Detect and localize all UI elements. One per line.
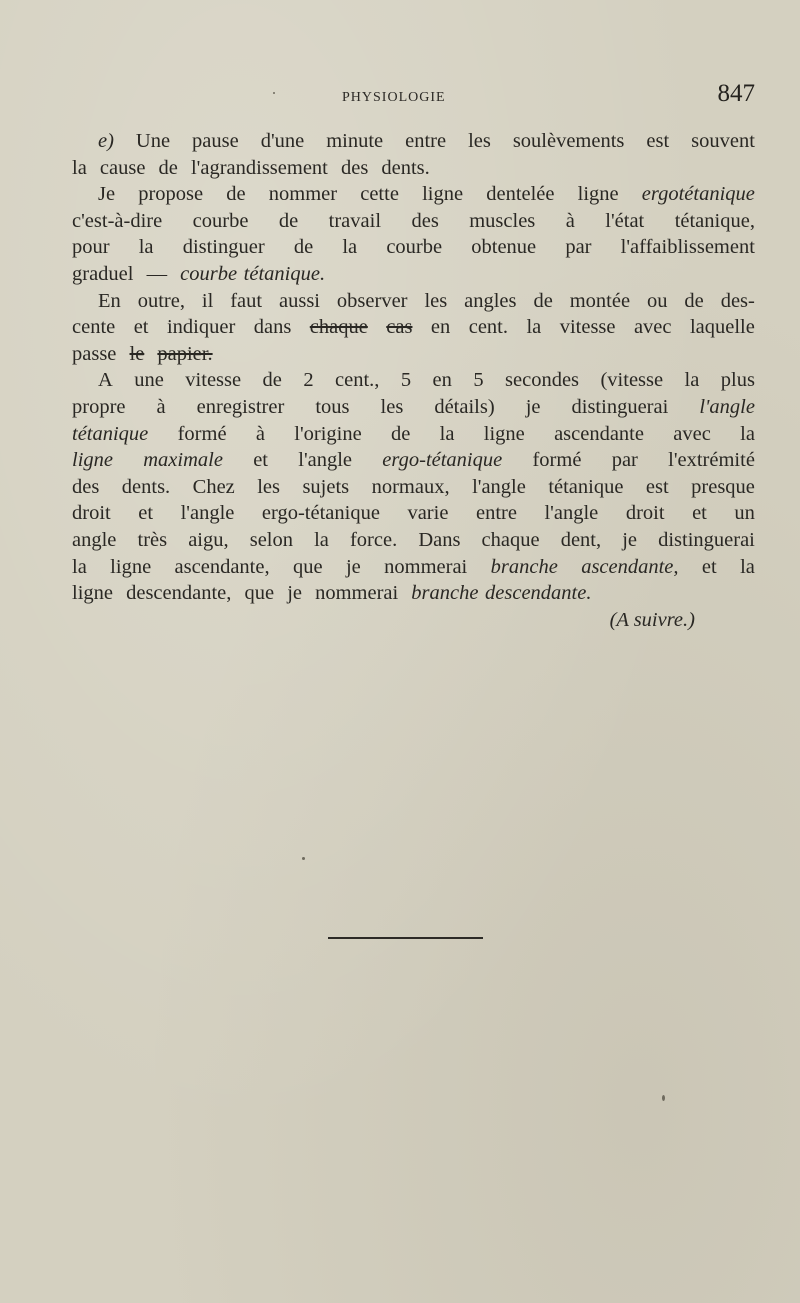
closing-note <box>72 607 755 634</box>
word: normaux, <box>371 475 450 498</box>
word: entre <box>405 130 447 152</box>
word: descendante. <box>485 582 592 605</box>
word: ligne <box>72 582 113 605</box>
word: des <box>340 156 369 179</box>
word: d'une <box>260 130 305 152</box>
word: je <box>622 528 637 551</box>
text-line <box>72 527 755 554</box>
word: l'état <box>605 209 645 232</box>
word: propose <box>138 183 204 206</box>
word: la <box>138 236 154 259</box>
word: et <box>253 449 268 472</box>
word: dans <box>253 316 292 339</box>
word: l'extrémité <box>668 449 755 472</box>
word: indiquer <box>166 316 236 339</box>
word: la <box>740 422 755 445</box>
text-line <box>72 580 755 607</box>
word: Dans <box>418 528 461 551</box>
word: par <box>611 449 638 472</box>
word: la <box>342 236 358 259</box>
word: je <box>345 555 361 578</box>
word: les <box>468 130 491 152</box>
page-header <box>72 80 755 112</box>
word: formé <box>177 422 227 445</box>
word: Chez <box>192 475 235 498</box>
word: courbe <box>180 262 238 285</box>
word: force. <box>349 528 398 551</box>
word: ligne <box>110 555 152 578</box>
word: que <box>244 582 275 605</box>
word: de <box>158 156 178 179</box>
word: cas <box>386 316 413 339</box>
paper-speck <box>302 857 305 860</box>
word: e) <box>98 130 114 152</box>
text-line <box>72 367 755 394</box>
word: une <box>134 369 164 392</box>
word: l'affaiblissement <box>620 236 755 259</box>
word: passe <box>72 342 117 365</box>
body-text <box>72 128 755 633</box>
word: pour <box>72 236 110 259</box>
word: chaque <box>481 528 540 551</box>
word: l'angle <box>544 502 599 525</box>
word: distinguerai <box>658 528 755 551</box>
word: nommerai <box>315 582 399 605</box>
word: outre, <box>137 289 185 312</box>
word: pause <box>192 130 239 152</box>
word: que <box>292 555 323 578</box>
text-line <box>72 288 755 315</box>
page-number: 847 <box>717 80 755 107</box>
word: vitesse <box>185 369 242 392</box>
word: aussi <box>279 289 320 312</box>
word: la <box>72 156 87 179</box>
word: Je <box>98 183 116 206</box>
closing-text: (A suivre.) <box>609 608 695 631</box>
word: Une <box>135 130 171 152</box>
word: ergo-tétanique <box>382 449 503 472</box>
word: la <box>314 528 329 551</box>
word: propre <box>72 395 126 418</box>
word: à <box>255 422 265 445</box>
word: 5 <box>400 369 412 392</box>
word: par <box>565 236 592 259</box>
word: varie <box>407 502 449 525</box>
word: ligne <box>483 422 525 445</box>
word: ligne <box>422 183 464 206</box>
word: très <box>137 528 168 551</box>
word: presque <box>691 475 755 498</box>
text-line <box>72 234 755 261</box>
word: est <box>645 475 669 498</box>
word: laquelle <box>689 316 755 339</box>
word: les <box>257 475 280 498</box>
word: soulèvements <box>512 130 625 152</box>
word: c'est-à-dire <box>72 209 163 232</box>
word: le <box>129 342 145 365</box>
word: et <box>701 555 717 578</box>
text-line <box>72 421 755 448</box>
word: maximale <box>143 449 223 472</box>
word: distinguer <box>182 236 265 259</box>
text-line <box>72 474 755 501</box>
word: ligne <box>577 183 619 206</box>
word: un <box>734 502 755 525</box>
word: droit <box>72 502 111 525</box>
word: l'angle <box>180 502 235 525</box>
word: de <box>278 209 299 232</box>
word: minute <box>326 130 384 152</box>
word: souvent <box>691 130 755 152</box>
word: de <box>226 183 246 206</box>
word: nommer <box>268 183 338 206</box>
word: droit <box>625 502 665 525</box>
word: je <box>287 582 302 605</box>
word: l'angle <box>472 475 526 498</box>
word: cente <box>72 316 116 339</box>
word: obtenue <box>471 236 537 259</box>
text-line <box>72 261 755 288</box>
word: l'angle <box>298 449 353 472</box>
word: des <box>72 475 100 498</box>
word: plus <box>720 369 755 392</box>
word: travail <box>328 209 382 232</box>
word: cette <box>360 183 399 206</box>
word: des- <box>720 289 755 312</box>
word: cause <box>99 156 146 179</box>
word: distinguerai <box>571 395 669 418</box>
running-head: PHYSIOLOGIE <box>342 90 446 105</box>
word: en <box>432 369 452 392</box>
text-line <box>72 208 755 235</box>
paper-speck <box>662 1095 665 1101</box>
word: je <box>525 395 541 418</box>
word: la <box>526 316 542 339</box>
word: muscles <box>469 209 536 232</box>
word: la <box>439 422 455 445</box>
text-line <box>72 500 755 527</box>
word: papier. <box>157 342 213 365</box>
word: entre <box>475 502 517 525</box>
word: l'agrandissement <box>190 156 328 179</box>
text-line <box>72 128 755 155</box>
word: et <box>133 316 149 339</box>
word: 2 <box>303 369 314 392</box>
word: graduel <box>72 262 134 285</box>
end-rule <box>328 937 483 939</box>
word: descendante, <box>126 582 232 605</box>
word: tous <box>315 395 350 418</box>
word: et <box>138 502 154 525</box>
word: En <box>98 289 121 312</box>
word: de <box>533 289 553 312</box>
word: de <box>684 289 704 312</box>
paper-speck <box>273 92 275 94</box>
word: dents. <box>381 156 430 179</box>
word: aigu, <box>188 528 229 551</box>
word: montée <box>569 289 631 312</box>
word: ascendante <box>554 422 644 445</box>
word: à <box>156 395 166 418</box>
word: la <box>72 555 87 578</box>
word: branche <box>490 555 558 578</box>
word: A <box>98 369 113 392</box>
word: l'origine <box>294 422 362 445</box>
word: ergo-tétanique <box>261 502 380 525</box>
word: observer <box>336 289 408 312</box>
word: en <box>430 316 451 339</box>
text-line <box>72 394 755 421</box>
word: de <box>293 236 314 259</box>
word: cent., <box>335 369 380 392</box>
word: 5 <box>473 369 484 392</box>
word: enregistrer <box>196 395 285 418</box>
word: — <box>146 262 168 285</box>
word: selon <box>249 528 293 551</box>
word: chaque <box>309 316 368 339</box>
word: angles <box>464 289 517 312</box>
word: avec <box>673 422 711 445</box>
word: ou <box>646 289 668 312</box>
text-line <box>72 341 755 368</box>
word: détails) <box>434 395 495 418</box>
word: angle <box>72 528 117 551</box>
word: ligne <box>72 449 113 472</box>
word: formé <box>532 449 582 472</box>
word: des <box>411 209 439 232</box>
word: l'angle <box>699 395 755 418</box>
word: et <box>692 502 707 525</box>
text-line <box>72 554 755 581</box>
word: la <box>684 369 700 392</box>
word: tétanique <box>548 475 624 498</box>
word: il <box>201 289 214 312</box>
text-line <box>72 155 755 182</box>
word: sujets <box>302 475 350 498</box>
word: de <box>391 422 411 445</box>
word: nommerai <box>384 555 468 578</box>
word: courbe <box>192 209 249 232</box>
word: tétanique, <box>674 209 755 232</box>
text-line <box>72 181 755 208</box>
word: dentelée <box>486 183 555 206</box>
word: ascendante, <box>174 555 270 578</box>
word: cent. <box>468 316 508 339</box>
word: à <box>565 209 575 232</box>
word: avec <box>633 316 672 339</box>
word: tétanique <box>72 422 149 445</box>
word: les <box>424 289 448 312</box>
word: courbe <box>386 236 443 259</box>
word: est <box>646 130 670 152</box>
word: branche <box>411 582 479 605</box>
word: la <box>740 555 755 578</box>
text-line <box>72 447 755 474</box>
word: ascendante, <box>581 555 679 578</box>
word: dents. <box>121 475 171 498</box>
word: les <box>380 395 404 418</box>
text-line <box>72 314 755 341</box>
word: secondes <box>505 369 580 392</box>
word: vitesse <box>559 316 616 339</box>
word: de <box>262 369 282 392</box>
word: (vitesse <box>600 369 664 392</box>
word: faut <box>230 289 263 312</box>
word: ergotétanique <box>641 183 755 206</box>
word: dent, <box>560 528 602 551</box>
word: tétanique. <box>243 262 326 285</box>
